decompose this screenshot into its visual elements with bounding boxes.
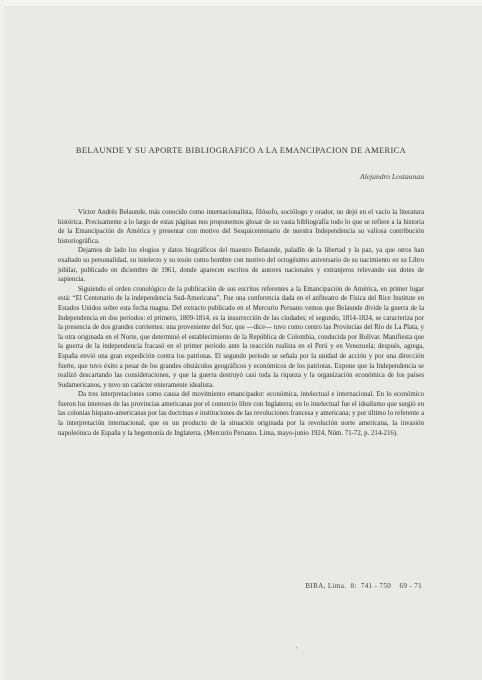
page-edge-left bbox=[0, 0, 4, 680]
page-mark: ' bbox=[296, 646, 298, 654]
article-body bbox=[58, 208, 424, 438]
journal-footer: BIRA, Lima. 8: 741 - 750 69 - 71 bbox=[305, 582, 422, 590]
paragraph-3: Siguiendo el orden cronológico de la publicación de sus escritos referentes a la Emancipación de América, en primer lugar está: “El Centenario de la independencia Sud-Americana”. Fue una conferencia dada en el anfiteatro de Física del Rice Institute en Estados Unidos sobre esta fecha magna. Del extracto publicado en el Mercurio Peruano vemos que Belaunde divide la guerra de la Independencia en dos periodos: el primero, 1809-1814, es la insurrección de las ciudades; el segundo, 1814-1824, se caracteriza por la presencia de dos grandes corrientes: una proveniente del Sur, que —dice— tuvo como centro las Provincias del Río de La Plata, y la otra originada en el Norte, que determinó el establecimiento de la República de Colombia, conducida por Bolívar. Manifiesta que la guerra de la independencia fracasó en el primer periodo ante la reacción realista en el Perú y en Venezuela; después, agrega, España envió una gran expedición contra los patriotas. El segundo periodo se señala por la unidad de acción y por una dirección fuerte, que tuvo éxito a pesar de los grandes obstáculos geográficos y económicos de los patriotas. Expone que la Independencia se realizó descartando las consideraciones, y que la guerra destruyó casi toda la riqueza y la organización económica de los países Sudamericanos, y tuvo un carácter enteramente idealista. bbox=[58, 285, 424, 389]
page-edge-top bbox=[0, 0, 482, 6]
article-title: BELAUNDE Y SU APORTE BIBLIOGRAFICO A LA EMANCIPACION DE AMERICA bbox=[75, 146, 407, 155]
paragraph-4: Da tres interpretaciones como causa del movimiento emancipador: económica, intelectual e internacional. En lo económico fueron los intereses de las provincias americanas por el comercio libre con Inglaterra; en lo intelectual fue el idealismo que surgió en las colonias hispano-americanas por las doctrinas e instituciones de las revoluciones francesa y americana; y por último lo referente a la interpretación internacional, que es un producto de la situación originada por la revolución norte americana, la invasión napoleónica de España y la hegemonía de Inglaterra. (Mercurio Peruano. Lima, mayo-junio 1924, Núm. 71-72, p. 214-216). bbox=[58, 391, 424, 437]
article-author: Alejandro Lostaunau bbox=[359, 172, 424, 181]
paragraph-1: Víctor Andrés Belaunde, más conocido como internacionalista, filósofo, sociólogo y orador, no dejó en el vacío la literatura histórica. Precisamente a lo largo de estas páginas nos proponemos glosar de su vasta bibliografía todo lo que se refiere a la historia de la Emancipación de América y presentar con motivo del Sesquicentenario de nuestra Independencia su valiosa contribución historiográfica. bbox=[58, 209, 424, 245]
paragraph-2: Dejamos de lado los elogios y datos biográficos del maestro Belaunde, paladín de la libertad y la paz, ya que otros han exaltado su personalidad, su intelecto y su tesón como hombre con motivo del octogésimo aniversario de su nacimiento en su Libro jubilar, publicado en diciembre de 1961, donde aparecen escritos de autores nacionales y extranjeros relevando sus dotes de sapiencia. bbox=[58, 247, 424, 284]
